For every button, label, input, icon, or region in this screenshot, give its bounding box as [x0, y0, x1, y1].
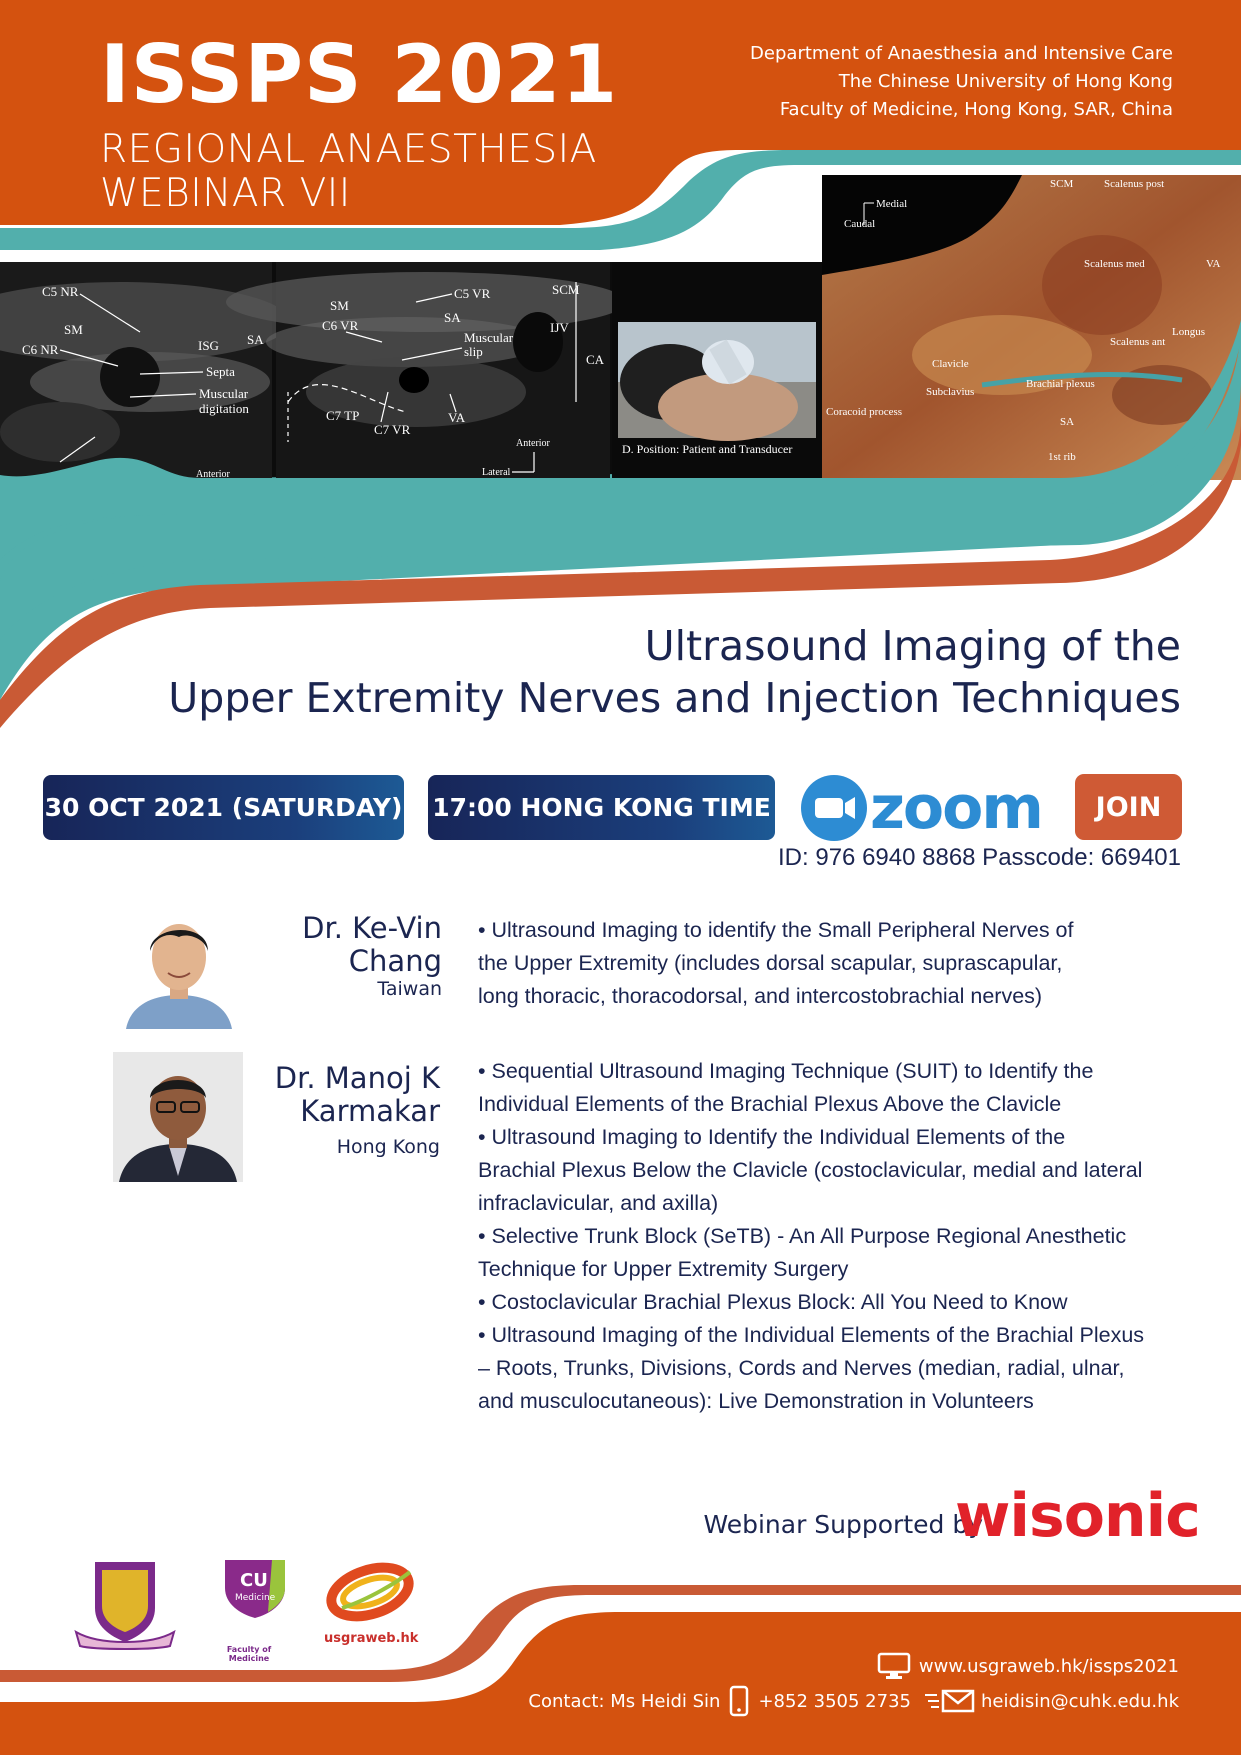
website-row[interactable]: [877, 1652, 1179, 1680]
speaker-2-name-line-2: Karmakar: [300, 1094, 440, 1128]
department-info: [750, 40, 1173, 124]
speaker-1-location: Taiwan: [377, 978, 442, 1000]
sponsor-label: Webinar Supported by: [703, 1510, 983, 1539]
contact-row: [528, 1686, 1179, 1716]
us1-label-c5nr: C5 NR: [42, 284, 79, 299]
anat-label-va: VA: [1206, 258, 1221, 270]
anat-label-sa: SA: [1060, 416, 1075, 428]
dept-line-2: The Chinese University of Hong Kong: [838, 71, 1173, 92]
us2-label-c5vr: C5 VR: [454, 286, 491, 301]
us1-label-anterior: Anterior: [196, 469, 230, 480]
speaker-1-topic-line: the Upper Extremity (includes dorsal scapular, suprascapular,: [478, 951, 1063, 975]
us2-label-slip: slip: [464, 344, 483, 359]
us2-label-c7tp: C7 TP: [326, 408, 360, 423]
us1-label-digitation: digitation: [199, 401, 249, 416]
anat-label-medial: Medial: [876, 198, 908, 210]
dept-line-3: Faculty of Medicine, Hong Kong, SAR, China: [779, 99, 1173, 120]
us2-label-sm: SM: [330, 298, 349, 313]
speaker-2-topic-line: • Ultrasound Imaging to Identify the Individual Elements of the: [478, 1125, 1066, 1149]
speaker-1-avatar: [116, 903, 242, 1029]
anat-label-coracoid: Coracoid process: [826, 406, 903, 418]
anat-label-caudal: Caudal: [844, 218, 876, 230]
talk-title-line-2: Upper Extremity Nerves and Injection Techniques: [168, 674, 1181, 722]
speaker-1-portrait: [116, 903, 242, 1029]
us2-label-sa: SA: [444, 310, 461, 325]
meeting-info: ID: 976 6940 8868 Passcode: 669401: [778, 844, 1181, 871]
speaker-2-topic-line: infraclavicular, and axilla): [478, 1191, 719, 1215]
us1-label-septa: Septa: [206, 364, 235, 379]
speaker-1-info: [230, 912, 442, 1000]
us2-label-scm: SCM: [552, 282, 580, 297]
contact-label: Contact: Ms Heidi Sin: [528, 1690, 721, 1712]
speaker-2-topic-line: • Ultrasound Imaging of the Individual Elements of the Brachial Plexus: [478, 1323, 1145, 1347]
us1-label-isg: ISG: [198, 338, 219, 353]
anat-label-scm: SCM: [1050, 178, 1074, 190]
cuhk-crest-logo: [70, 1560, 180, 1650]
speaker-2-info: [230, 1062, 440, 1158]
zoom-logo[interactable]: [800, 772, 1065, 844]
us2-label-lateral: Lateral: [482, 467, 511, 478]
anat-label-longus: Longus: [1172, 326, 1205, 338]
zoom-wordmark: zoom: [870, 773, 1042, 843]
speaker-2-avatar: [113, 1052, 243, 1182]
usgraweb-label: usgraweb.hk: [324, 1631, 419, 1646]
speaker-2-topics: [478, 1055, 1158, 1418]
event-date-badge: 30 OCT 2021 (SATURDAY): [43, 775, 404, 840]
speaker-2-topic-line: Individual Elements of the Brachial Plexus Above the Clavicle: [478, 1092, 1062, 1116]
event-title: ISSPS 2021: [100, 28, 619, 121]
cu-medicine-shield: [210, 1558, 300, 1618]
speaker-2-topic-line: • Sequential Ultrasound Imaging Technique (SUIT) to Identify the: [478, 1059, 1094, 1083]
event-subtitle: [100, 128, 597, 216]
speaker-1-name-line-1: Dr. Ke-Vin: [302, 911, 442, 945]
us1-label-sa: SA: [247, 332, 264, 347]
monitor-icon: [877, 1652, 911, 1680]
talk-title: [168, 620, 1181, 724]
event-time-badge: 17:00 HONG KONG TIME: [428, 775, 775, 840]
us2-label-ijv: IJV: [550, 320, 569, 335]
phone-number[interactable]: +852 3505 2735: [758, 1690, 911, 1712]
phone-icon: [728, 1686, 750, 1716]
us2-label-va: VA: [448, 410, 466, 425]
anat-label-scalenus-med: Scalenus med: [1084, 258, 1145, 270]
us2-label-c7vr: C7 VR: [374, 422, 411, 437]
email-icon: [925, 1689, 975, 1713]
anat-label-scalenus-ant: Scalenus ant: [1110, 336, 1166, 348]
speaker-2-portrait: [113, 1052, 243, 1182]
cu-logo-sub: Medicine: [235, 1593, 276, 1603]
dept-line-1: Department of Anaesthesia and Intensive Care: [750, 43, 1173, 64]
speaker-2-topic-line: and musculocutaneous): Live Demonstration in Volunteers: [478, 1389, 1034, 1413]
speaker-1-topic-line: long thoracic, thoracodorsal, and intercostobrachial nerves): [478, 984, 1043, 1008]
subtitle-line-2: WEBINAR VII: [100, 171, 351, 216]
speaker-1-topics: [478, 914, 1158, 1013]
us2-label-ca: CA: [586, 352, 605, 367]
usgraweb-logo: [322, 1558, 422, 1648]
speaker-2-topic-line: • Selective Trunk Block (SeTB) - An All Purpose Regional Anesthetic: [478, 1224, 1127, 1248]
speaker-2-topic-line: • Costoclavicular Brachial Plexus Block: All You Need to Know: [478, 1290, 1068, 1314]
us2-label-anterior: Anterior: [516, 438, 550, 449]
faculty-label: Faculty of Medicine: [226, 1645, 272, 1663]
cu-medicine-logo: [210, 1558, 300, 1663]
us1-label-c6nr: C6 NR: [22, 342, 59, 357]
join-button[interactable]: JOIN: [1075, 774, 1182, 840]
us2-label-muscular: Muscular: [464, 330, 514, 345]
speaker-1-name-line-2: Chang: [348, 944, 442, 978]
wisonic-logo[interactable]: [955, 1480, 1200, 1551]
speaker-2-location: Hong Kong: [336, 1136, 440, 1158]
speaker-1-topic-line: • Ultrasound Imaging to identify the Small Peripheral Nerves of: [478, 918, 1074, 942]
anat-label-brachial-plexus: Brachial plexus: [1026, 378, 1095, 390]
anat-label-subclavius: Subclavius: [926, 386, 975, 398]
photo-caption: D. Position: Patient and Transducer: [622, 442, 793, 456]
speaker-2-topic-line: Brachial Plexus Below the Clavicle (costoclavicular, medial and lateral: [478, 1158, 1143, 1182]
anat-label-scalenus-post: Scalenus post: [1104, 178, 1165, 190]
talk-title-line-1: Ultrasound Imaging of the: [644, 622, 1181, 670]
wisonic-wordmark: wisonic: [955, 1481, 1200, 1551]
us2-label-c6vr: C6 VR: [322, 318, 359, 333]
cu-logo-text: CU: [240, 1570, 268, 1591]
speaker-2-name-line-1: Dr. Manoj K: [274, 1061, 440, 1095]
speaker-2-topic-line: Technique for Upper Extremity Surgery: [478, 1257, 849, 1281]
anat-label-1st-rib: 1st rib: [1048, 451, 1076, 463]
us1-label-sm: SM: [64, 322, 83, 337]
website-link[interactable]: www.usgraweb.hk/issps2021: [918, 1655, 1179, 1677]
footer-orange-band: [0, 1612, 1241, 1755]
anat-label-clavicle: Clavicle: [932, 358, 969, 370]
email-address[interactable]: heidisin@cuhk.edu.hk: [980, 1690, 1179, 1712]
usgraweb-emblem: [322, 1558, 422, 1622]
subtitle-line-1: REGIONAL ANAESTHESIA: [100, 127, 597, 172]
speaker-2-topic-line: – Roots, Trunks, Divisions, Cords and Nerves (median, radial, ulnar,: [478, 1356, 1125, 1380]
us1-label-muscular: Muscular: [199, 386, 249, 401]
